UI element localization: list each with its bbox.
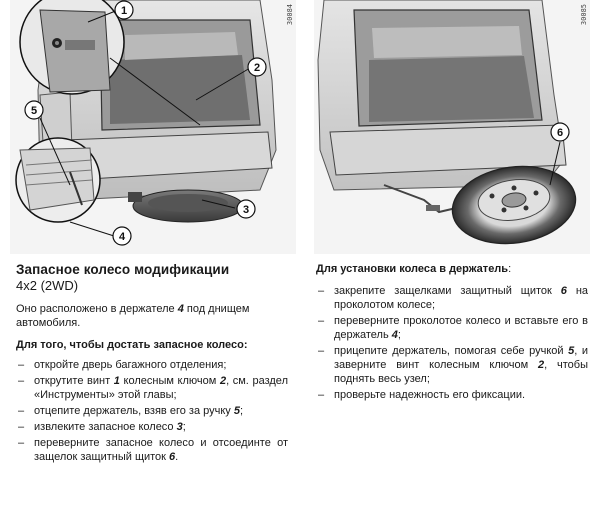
list-item: – проверьте надежность его фиксации. bbox=[316, 388, 588, 402]
svg-text:2: 2 bbox=[253, 62, 261, 74]
car-rear-illustration bbox=[10, 0, 296, 254]
list-item: – прицепите держатель, помогая себе ручкой 5, и заверните винт колесным ключом 2, чтобы поднять весь узел; bbox=[316, 344, 588, 386]
removal-steps-list bbox=[16, 358, 288, 464]
section-title: Запасное колесо модификации bbox=[16, 262, 230, 277]
intro-paragraph: Оно расположено в держателе 4 под днищем автомобиля. bbox=[16, 303, 250, 329]
figure-left-trunk bbox=[10, 0, 296, 254]
list-item: – открутите винт 1 колесным ключом 2, см. раздел «Инструменты» этой главы; bbox=[16, 374, 288, 402]
left-column bbox=[16, 262, 288, 466]
section-subtitle: 4x2 (2WD) bbox=[16, 278, 79, 293]
list-item: – отцепите держатель, взяв его за ручку 5; bbox=[16, 404, 288, 418]
figure-ref-code: 30084 bbox=[286, 4, 294, 26]
right-column bbox=[316, 262, 588, 404]
list-item: – извлеките запасное колесо 3; bbox=[16, 420, 288, 434]
procedure-lead: Для того, чтобы достать запасное колесо: bbox=[16, 339, 248, 351]
svg-text:6: 6 bbox=[556, 127, 564, 139]
svg-text:3: 3 bbox=[242, 204, 250, 216]
svg-text:1: 1 bbox=[120, 5, 128, 17]
svg-text:5: 5 bbox=[30, 105, 38, 117]
callout-3 bbox=[237, 200, 255, 218]
list-item: – закрепите защелками защитный щиток 6 на проколотом колесе; bbox=[316, 284, 588, 312]
list-item: – переверните запасное колесо и отсоединте от защелок защитный щиток 6. bbox=[16, 436, 288, 464]
list-item: – откройте дверь багажного отделения; bbox=[16, 358, 288, 372]
figure-ref-code: 30085 bbox=[580, 4, 588, 26]
list-item: – переверните проколотое колесо и вставьте его в держатель 4; bbox=[316, 314, 588, 342]
callout-4 bbox=[113, 227, 131, 245]
section-title: Для установки колеса в держатель: bbox=[316, 263, 512, 275]
installation-steps-list bbox=[316, 284, 588, 402]
callout-2 bbox=[248, 58, 266, 76]
callout-5 bbox=[25, 101, 43, 119]
spare-wheel-illustration bbox=[314, 0, 590, 254]
callout-1 bbox=[115, 1, 133, 19]
figure-right-spare-wheel bbox=[314, 0, 590, 254]
callout-6 bbox=[551, 123, 569, 141]
svg-text:4: 4 bbox=[118, 231, 126, 243]
